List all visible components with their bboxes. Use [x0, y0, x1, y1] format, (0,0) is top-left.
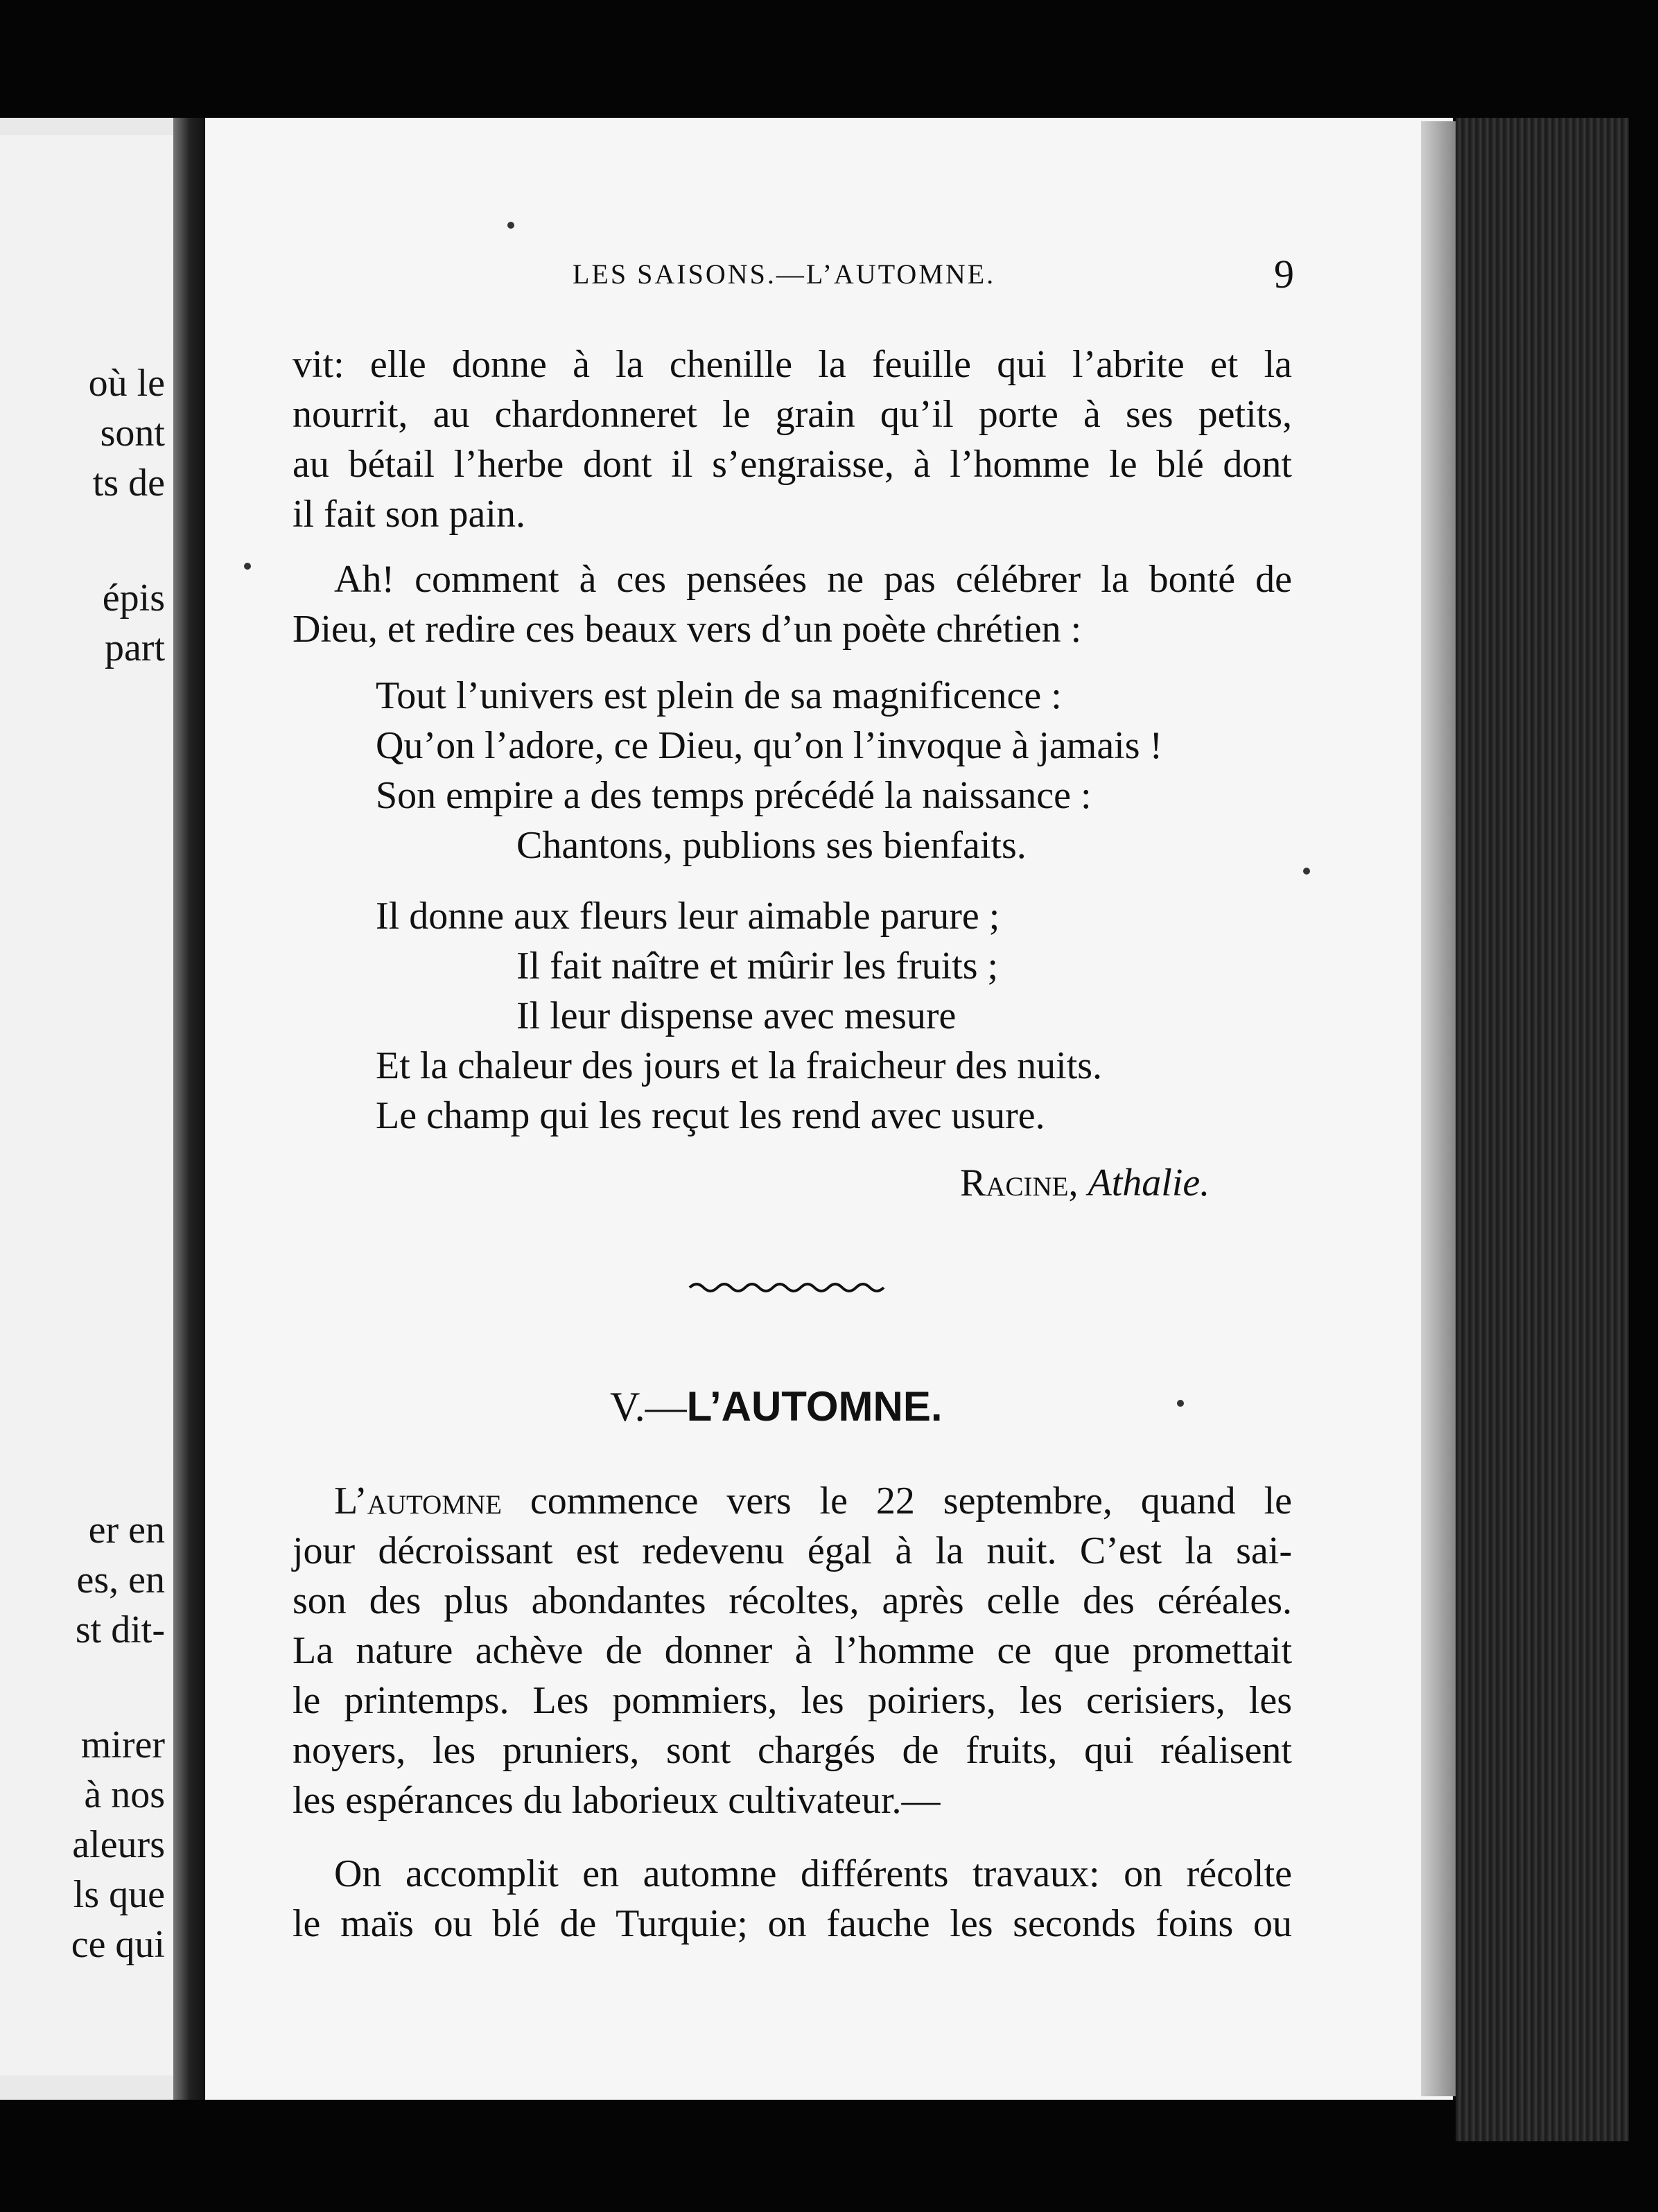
wavy-ornament	[686, 1275, 887, 1296]
dust-speck	[1177, 1400, 1184, 1407]
paragraph-line: La nature achève de donner à l’homme ce que promettait	[293, 1629, 1292, 1672]
verse-line: Tout l’univers est plein de sa magnificence :	[376, 674, 1062, 717]
verse-line: Son empire a des temps précédé la naissance :	[376, 774, 1092, 817]
left-page	[0, 135, 175, 2075]
dust-speck	[1303, 868, 1310, 875]
left-page-fragment: ls que	[73, 1873, 165, 1916]
paragraph-line: au bétail l’herbe dont il s’engraisse, à l’homme le blé dont	[293, 443, 1292, 486]
paragraph-line: les espérances du laborieux cultivateur.—	[293, 1779, 941, 1822]
section-title	[610, 1382, 943, 1431]
left-page-fragment: où le	[88, 362, 165, 405]
running-head: LES SAISONS.—L’AUTOMNE.	[573, 258, 996, 290]
left-page-fragment: ts de	[92, 462, 165, 504]
verse-line: Chantons, publions ses bienfaits.	[516, 824, 1027, 867]
section-number: V.—	[610, 1384, 687, 1430]
lead-word-smallcaps: automne	[367, 1480, 502, 1522]
paragraph-line: noyers, les pruniers, sont chargés de fruits, qui réalisent	[293, 1729, 1292, 1772]
page-number: 9	[1274, 252, 1294, 297]
paragraph-line: il fait son pain.	[293, 493, 525, 536]
left-page-fragment: es, en	[76, 1559, 165, 1601]
verse-line: Le champ qui les reçut les rend avec usure.	[376, 1094, 1045, 1137]
left-page-fragment: st dit-	[75, 1608, 165, 1651]
verse-line: Et la chaleur des jours et la fraicheur des nuits.	[376, 1044, 1103, 1087]
left-page-fragment: er en	[88, 1509, 165, 1552]
section-heading: L’AUTOMNE.	[686, 1383, 943, 1430]
verse-line: Il fait naître et mûrir les fruits ;	[516, 945, 999, 988]
paragraph-line: Dieu, et redire ces beaux vers d’un poète chrétien :	[293, 608, 1082, 651]
dust-speck	[507, 222, 514, 229]
left-page-fragment: épis	[102, 577, 165, 620]
paragraph-line: le printemps. Les pommiers, les poiriers, les cerisiers, les	[293, 1679, 1292, 1722]
attribution-work: Athalie.	[1088, 1161, 1210, 1204]
paragraph-line: vit: elle donne à la chenille la feuille qui l’abrite et la	[293, 343, 1292, 386]
left-page-fragment: aleurs	[72, 1823, 165, 1866]
book-page-edges	[1456, 118, 1629, 2141]
paragraph-line: le maïs ou blé de Turquie; on fauche les seconds foins ou	[293, 1902, 1292, 1945]
dust-speck	[244, 563, 251, 570]
left-page-fragment: ce qui	[71, 1923, 165, 1966]
paragraph-line: nourrit, au chardonneret le grain qu’il porte à ses petits,	[293, 393, 1292, 436]
paragraph-line: On accomplit en automne différents travaux: on récolte	[334, 1852, 1292, 1895]
verse-line: Il leur dispense avec mesure	[516, 994, 957, 1037]
paragraph-line: jour décroissant est redevenu égal à la nuit. C’est la sai-	[293, 1529, 1292, 1572]
book-gutter	[173, 118, 207, 2100]
verse-line: Qu’on l’adore, ce Dieu, qu’on l’invoque à jamais !	[376, 724, 1163, 767]
paragraph-line: son des plus abondantes récoltes, après celle des céréales.	[293, 1579, 1292, 1622]
verse-line: Il donne aux fleurs leur aimable parure ;	[376, 895, 1000, 938]
paragraph-line: Ah! comment à ces pensées ne pas célébrer la bonté de	[334, 558, 1292, 601]
left-page-fragment: mirer	[80, 1723, 165, 1766]
lead-line-rest: commence vers le 22 septembre, quand le	[502, 1480, 1292, 1522]
left-page-fragment: sont	[100, 412, 165, 455]
attribution-author: Racine,	[960, 1161, 1079, 1204]
lead-word-initial: L’	[334, 1480, 367, 1522]
left-page-fragment: part	[104, 626, 165, 669]
left-page-fragment: à nos	[84, 1773, 165, 1816]
paragraph-line	[334, 1476, 1292, 1526]
verse-attribution	[960, 1161, 1210, 1205]
